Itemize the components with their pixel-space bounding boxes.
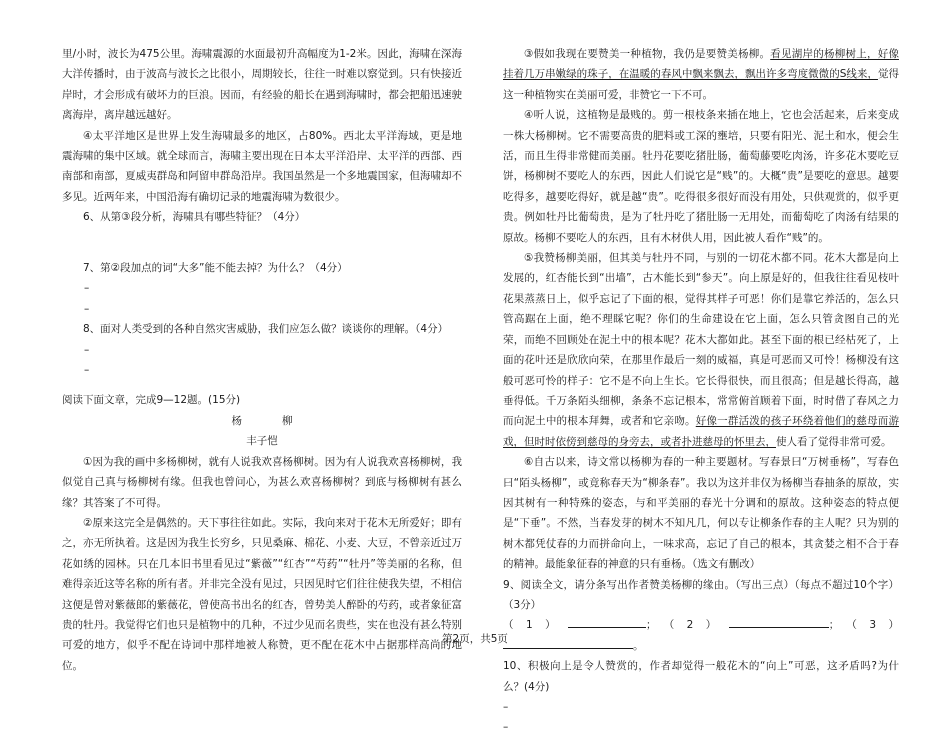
answer-line: – xyxy=(84,343,90,356)
article-title-char: 柳 xyxy=(282,414,293,427)
paragraph-5-text: 使人看了觉得非常可爱。 xyxy=(776,435,892,448)
paragraph-3 xyxy=(503,44,899,105)
article-title-char: 杨 xyxy=(231,414,242,427)
article-author: 丰子恺 xyxy=(246,435,278,448)
paragraph-pacific-region: ④太平洋地区是世界上发生海啸最多的地区，占80%。西北太平洋海域，更是地震海啸的集中区域。就全球而言，海啸主要出现在日本太平洋沿岸、太平洋的西部、西南部和南部，夏威夷群岛和阿留申群岛沿岸。我国虽然是一个多地震国家，但海啸却不多见。近两年来，中国沿海有确切记录的地震海啸为数很少。 xyxy=(62,129,462,203)
paragraph-6: ⑥自古以来，诗文常以杨柳为春的一种主要题材。写春景曰“万树垂杨”，写春色曰“陌头杨柳”，或竟称春天为“柳条春”。我以为这并非仅为杨柳当春抽条的原故，实因其树有一种特殊的姿态，与和平美丽的春光十分调和的原故。这种姿态的特点便是“下垂”。不然，当春发芽的树木不知凡几，何以专让柳条作春的主人呢？只为别的树木都凭仗春的力而拼命向上，一味求高，忘记了自己的根本，其贪婪之相不合于春的精神。最能象征春的神意的只有垂杨。（选文有删改） xyxy=(503,456,899,571)
paragraph-5 xyxy=(503,248,899,452)
answer-label: ；（2） xyxy=(646,619,729,632)
answer-line: – xyxy=(503,701,509,713)
reading-intro: 阅读下面文章，完成9—12题。(15分) xyxy=(62,394,241,407)
question-6: 6、从第③段分析，海啸具有哪些特征？（4分） xyxy=(83,211,306,224)
answer-blank-2[interactable] xyxy=(729,615,829,628)
answer-line: – xyxy=(503,721,509,734)
paragraph-3-text: ③假如我现在要赞美一种植物，我仍是要赞美杨柳。 xyxy=(524,48,771,60)
underlined-sentence: 看见湖岸的杨柳树上，好像挂着几万串嫩绿的珠子，在温暖的春风中飘来飘去，飘出许多弯度微微的S线来， xyxy=(503,48,899,81)
paragraph-tsunami-waves: 里/小时，波长为475公里。海啸震源的水面最初升高幅度为1-2米。因此，海啸在深海大洋传播时，由于波高与波长之比很小，周期较长，往往一时难以察觉到。只有快接近岸时，才会形成有破坏力的巨浪。因而，有经验的船长在遇到海啸时，都会把船迅速驶离海岸，离岸越远越好。 xyxy=(62,48,462,122)
article-title xyxy=(62,411,462,431)
answer-label: 。 xyxy=(633,639,644,652)
question-8: 8、面对人类受到的各种自然灾害威胁，我们应怎么做？谈谈你的理解。（4分） xyxy=(83,323,449,336)
question-10: 10、积极向上是令人赞赏的，作者却觉得一般花木的“向上”可恶，这矛盾吗?为什么？(4分) xyxy=(503,660,899,693)
paragraph-3-text: 觉得这一种植物实在美丽可爱，非赞它一下不可。 xyxy=(503,68,899,101)
paragraph-2: ②原来这完全是偶然的。天下事往往如此。实际，我向来对于花木无所爱好；即有之，亦无所执着。这是因为我生长穷乡，只见桑麻、棉花、小麦、大豆，不曾亲近过万花如绣的园林。只在几本旧书里看见过“紫薇”“红杏”“芍药”“牡丹”等美丽的名称，但难得亲近这等名称的所有者。并非完全没有见过，只因见时它们往往使我失望，不相信这便是曾对紫薇郎的紫薇花，曾使高书出名的红杏，曾势美人醉卧的芍药，或者象征富贵的牡丹。我觉得它们也只是植物中的几种，不过少见而名贵些，实在也没有甚么特别可爱的地方，似乎不配在诗词中那样地被人称赞，更不配在花木中占据那样高尚的地位。 xyxy=(62,516,462,672)
answer-label: ；（3） xyxy=(828,619,899,632)
question-9: 9、阅读全文，请分条写出作者赞美杨柳的缘由。（写出三点）（每点不超过10个字）（3分） xyxy=(503,578,899,611)
answer-line: – xyxy=(84,364,90,377)
underlined-sentence: 好像一群活泼的孩子环绕着他们的慈母而游戏，但时时依傍到慈母的身旁去，或者扑进慈母的怀里去， xyxy=(503,415,899,448)
paragraph-1: ①因为我的画中多杨柳树，就有人说我欢喜杨柳树。因为有人说我欢喜杨柳树，我似觉自己真与杨柳树有缘。但我也曾问心，为甚么欢喜杨柳树？到底与杨柳树有甚么缘？其答案了不可得。 xyxy=(62,455,462,509)
paragraph-5-text: ⑤我赞杨柳美丽，但其美与牡丹不同，与别的一切花木都不同。花木大都是向上发展的，红杏能长到“出墙”，古木能长到“参天”。向上原是好的，但我往往看见枝叶花果蒸蒸日上，似乎忘记了下面的根，觉得其样子可恶！你们是靠它养活的，怎么只管高踞在上面，绝不理睬它呢？你们的生命建设在它上面，怎么只管贪图自己的光荣，而绝不回顾处在泥土中的根本呢？花木大都如此。甚至下面的根已经枯死了，上面的花叶还是欣欣向荣，在那里作最后一刻的威福，真是可恶而又可怜！杨柳没有这般可恶可怜的样子：它不是不向上生长。它长得很快，而且很高；但是越长得高，越垂得低。千万条陌头细柳，条条不忘记根本，常常俯首顾着下面，时时借了春风之力而向泥土中的根本拜舞，或者和它亲吻。 xyxy=(503,252,899,428)
answer-blank-1[interactable] xyxy=(568,615,646,628)
answer-line: – xyxy=(84,282,90,295)
left-column xyxy=(62,44,462,676)
answer-label: （1） xyxy=(503,619,569,632)
answer-line: – xyxy=(84,302,90,315)
page-number: 第2页，共5页 xyxy=(442,633,508,645)
question-7: 7、第②段加点的词“大多”能不能去掉？为什么？（4分） xyxy=(83,262,348,275)
paragraph-4: ④听人说，这植物是最贱的。剪一根枝条来插在地上，它也会活起来，后来变成一株大杨柳树。它不需要高贵的肥料或工深的壅培，只要有阳光、泥土和水，便会生活，而且生得非常健而美丽。牡丹花要吃猪肚肠，葡萄藤要吃肉汤，许多花木要吃豆饼，杨柳树不要吃人的东西，因此人们说它是“贱”的。大概“贵”是要吃的意思。越要吃得多，越要吃得好，就是越“贵”。吃得很多很好而没有用处，只供观赏的，似乎更贵。例如牡丹比葡萄贵，是为了牡丹吃了猪肚肠一无用处，而葡萄吃了肉汤有结果的原故。杨柳不要吃人的东西，且有木材供人用，因此被人看作“贱”的。 xyxy=(503,109,899,244)
